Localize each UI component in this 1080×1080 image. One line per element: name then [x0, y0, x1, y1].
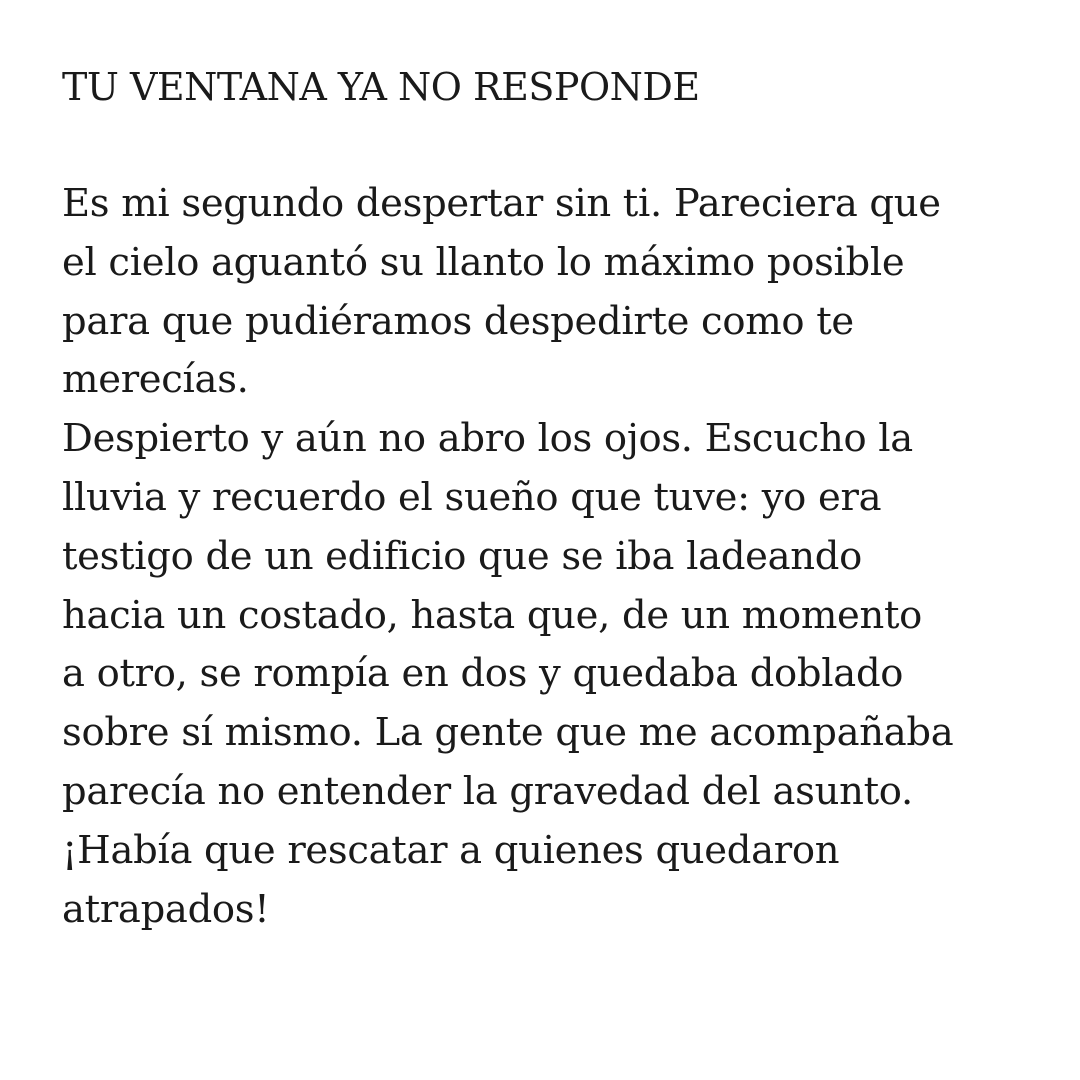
document-body	[62, 175, 1052, 939]
text-line: Despierto y aún no abro los ojos. Escucho la	[62, 416, 913, 462]
text-line: a otro, se rompía en dos y quedaba doblado	[62, 651, 904, 697]
text-line: hacia un costado, hasta que, de un momento	[62, 592, 923, 638]
document-title: TU VENTANA YA NO RESPONDE	[62, 65, 700, 109]
text-line: atrapados!	[62, 886, 270, 932]
title-spacer	[62, 116, 1052, 175]
text-line: el cielo aguantó su llanto lo máximo posible	[62, 239, 905, 285]
text-line: testigo de un edificio que se iba ladeando	[62, 533, 863, 579]
text-line: ¡Había que rescatar a quienes quedaron	[62, 827, 840, 873]
text-line: sobre sí mismo. La gente que me acompañaba	[62, 710, 954, 756]
text-line: lluvia y recuerdo el sueño que tuve: yo era	[62, 474, 882, 520]
text-line: para que pudiéramos despedirte como te	[62, 298, 854, 344]
text-line: Es mi segundo despertar sin ti. Pareciera que	[62, 181, 941, 226]
text-line: merecías.	[62, 357, 249, 403]
document-page	[62, 58, 1052, 939]
text-line: parecía no entender la gravedad del asunto.	[62, 768, 913, 814]
